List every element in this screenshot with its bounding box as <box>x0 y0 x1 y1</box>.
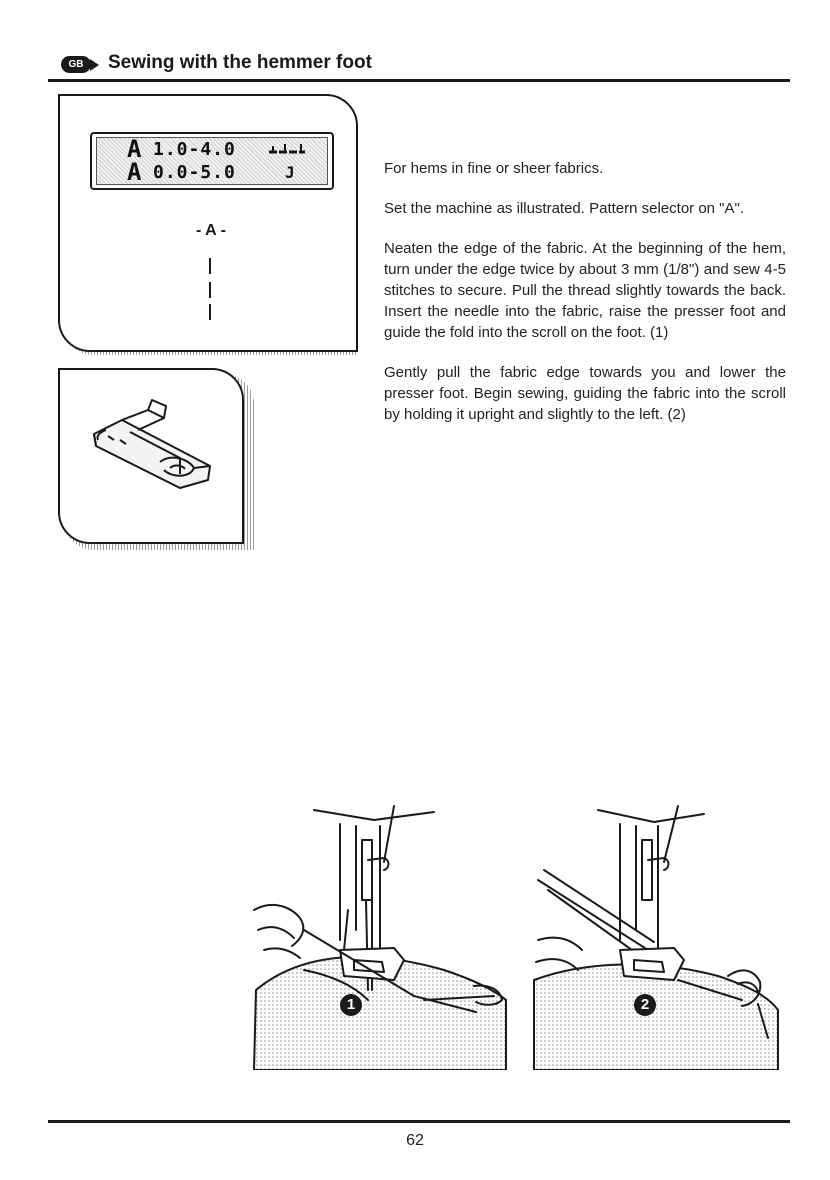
hemmer-foot-icon <box>60 370 242 542</box>
instructions-text <box>384 158 786 444</box>
page-title: Sewing with the hemmer foot <box>108 52 372 73</box>
lcd-row-1-letter: A <box>127 135 142 163</box>
page-number: 62 <box>406 1132 424 1149</box>
straight-stitch-mark <box>209 304 211 320</box>
sewing-illustration-step-2 <box>528 800 790 1070</box>
paragraph: For hems in fine or sheer fabrics. <box>384 160 604 177</box>
footer-rule <box>48 1120 790 1123</box>
display-panel <box>58 94 358 352</box>
step-number-badge: 2 <box>634 994 656 1016</box>
arrow-icon <box>90 59 99 71</box>
lcd-row-2-symbol: J <box>285 163 295 182</box>
pattern-label: - A - <box>196 222 226 239</box>
straight-stitch-mark <box>209 258 211 274</box>
language-badge: GB <box>61 56 91 73</box>
straight-stitch-mark <box>209 282 211 298</box>
header-rule <box>48 79 790 82</box>
lcd-row-1-values: 1.0-4.0 <box>153 139 236 160</box>
page-header <box>60 50 790 80</box>
sewing-illustration-step-1 <box>244 800 510 1070</box>
paragraph: Neaten the edge of the fabric. At the beginning of the hem, turn under the edge twice by about 3 mm (1/8") and sew 4-5 stitches to secure. Pull the thread slightly towards the back. Insert the needle into the fabric, raise the presser foot and guide the fold into the scroll on the foot. (1) <box>384 240 786 341</box>
lcd-row-2-letter: A <box>127 158 142 186</box>
paragraph: Set the machine as illustrated. Pattern selector on "A". <box>384 200 744 217</box>
lcd-row-2 <box>97 158 327 186</box>
lcd-display <box>90 132 334 190</box>
step-number-badge: 1 <box>340 994 362 1016</box>
foot-panel <box>58 368 244 544</box>
lcd-screen <box>96 137 328 185</box>
paragraph: Gently pull the fabric edge towards you and lower the presser foot. Begin sewing, guiding the fabric into the scroll by holding it upright and slightly to the left. (2) <box>384 364 786 423</box>
lcd-row-2-values: 0.0-5.0 <box>153 162 236 183</box>
